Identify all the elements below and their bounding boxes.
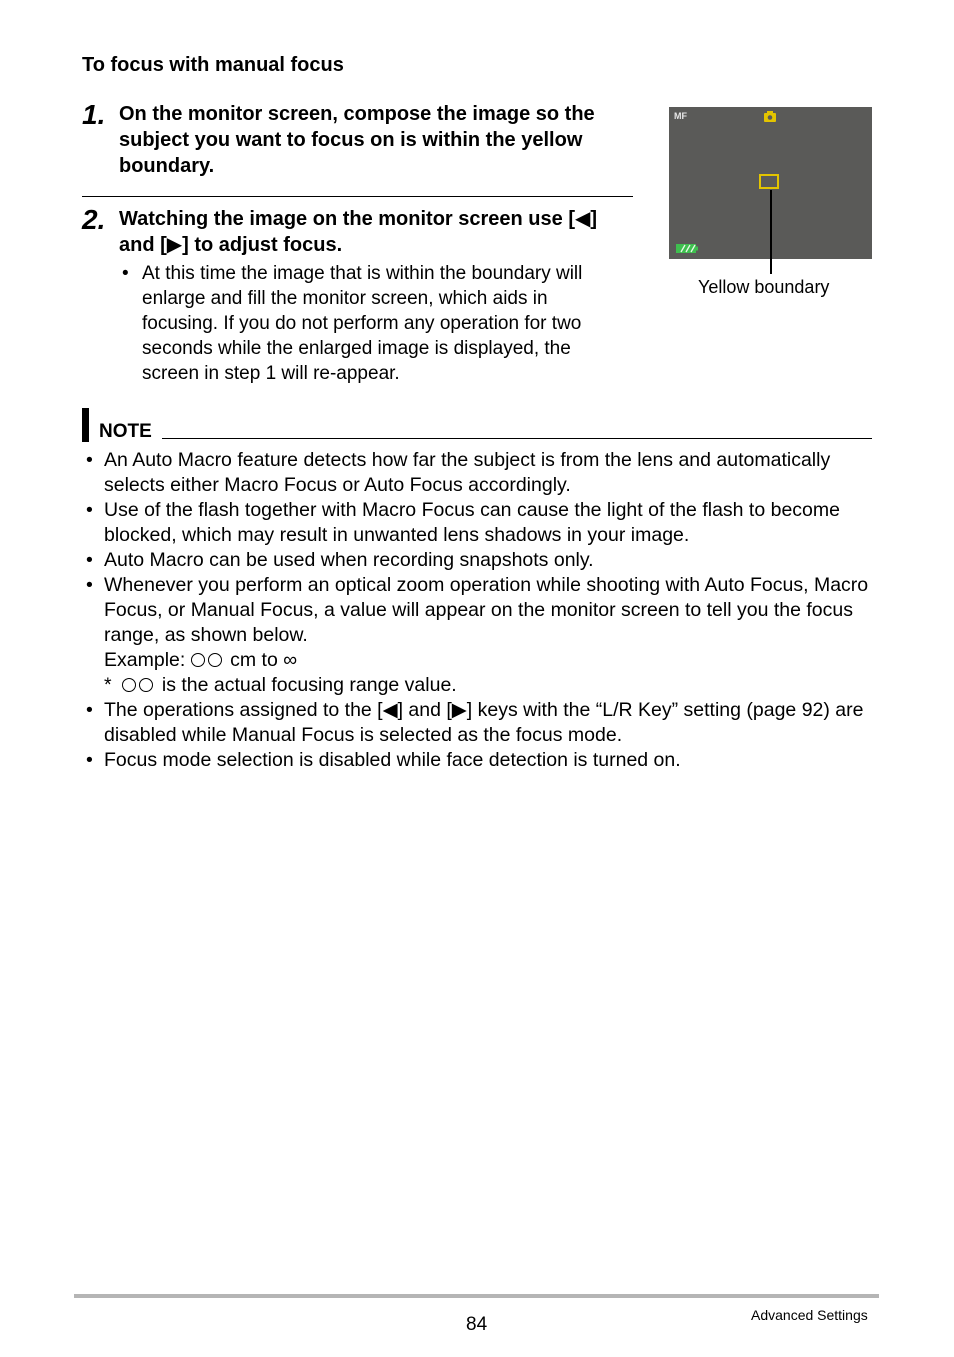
step-number-1: 1. <box>82 99 106 130</box>
note-item <box>82 548 882 573</box>
placeholder-circle-icon <box>122 678 136 692</box>
placeholder-circle-icon <box>208 653 222 667</box>
placeholder-circle-icon <box>191 653 205 667</box>
note-list <box>82 448 882 773</box>
step-number-2: 2. <box>82 204 106 235</box>
footnote-text: is the actual focusing range value. <box>161 674 457 696</box>
note-item <box>82 748 882 773</box>
note-item-text: An Auto Macro feature detects how far the subject is from the lens and automatically selects either Macro Focus or Auto Focus accordingly. <box>104 449 831 496</box>
example-prefix: Example: <box>104 649 186 671</box>
note-item <box>82 498 882 548</box>
callout-label: Yellow boundary <box>698 277 830 297</box>
note-item-text: Use of the flash together with Macro Focus can cause the light of the flash to become blocked, which may result in unwanted lens shadows in your image. <box>104 499 840 546</box>
note-heading: NOTE <box>99 421 152 442</box>
bullet-dot: • <box>86 574 93 596</box>
note-item <box>82 448 882 498</box>
footnote <box>104 673 882 698</box>
bullet-dot: • <box>86 549 93 571</box>
yellow-focus-boundary <box>759 174 779 189</box>
page-number: 84 <box>466 1314 488 1335</box>
section-title: To focus with manual focus <box>82 54 344 76</box>
bullet-dot: • <box>86 449 93 471</box>
step-divider <box>82 196 633 197</box>
footnote-mark: * <box>104 674 112 696</box>
example-suffix: cm to ∞ <box>230 649 298 671</box>
step-2-text: Watching the image on the monitor screen use [◀] and [▶] to adjust focus. <box>119 208 598 256</box>
step-2-bullet-text: At this time the image that is within the boundary will enlarge and fill the monitor screen, which aids in focusing. If you do not perform any operation for two seconds while the enlarged image is displayed, the screen in step 1 will re-appear. <box>142 263 583 384</box>
note-item <box>82 573 882 698</box>
note-item-text: Auto Macro can be used when recording snapshots only. <box>104 549 594 571</box>
mf-indicator: MF <box>674 111 687 121</box>
footer-rule <box>74 1294 879 1298</box>
note-rule <box>162 438 872 439</box>
note-item-text: Focus mode selection is disabled while face detection is turned on. <box>104 749 681 771</box>
bullet-dot: • <box>86 699 93 721</box>
footer-section-title: Advanced Settings <box>751 1307 868 1323</box>
focus-range-example <box>104 648 882 673</box>
step-1-text: On the monitor screen, compose the image so the subject you want to focus on is within the yellow boundary. <box>119 103 595 177</box>
callout-line <box>770 190 772 274</box>
note-item <box>82 698 882 748</box>
note-item-text: The operations assigned to the [◀] and [▶] keys with the “L/R Key” setting (page 92) are disabled while Manual Focus is selected as the focus mode. <box>104 699 864 746</box>
note-marker-bar <box>82 408 89 442</box>
note-item-text: Whenever you perform an optical zoom operation while shooting with Auto Focus, Macro Focus, or Manual Focus, a value will appear on the monitor screen to tell you the focus range, as shown below. <box>104 574 869 646</box>
bullet-dot: • <box>86 749 93 771</box>
bullet-dot: • <box>122 263 129 284</box>
battery-icon <box>676 244 698 253</box>
bullet-dot: • <box>86 499 93 521</box>
placeholder-circle-icon <box>139 678 153 692</box>
camera-mode-icon <box>764 111 776 122</box>
